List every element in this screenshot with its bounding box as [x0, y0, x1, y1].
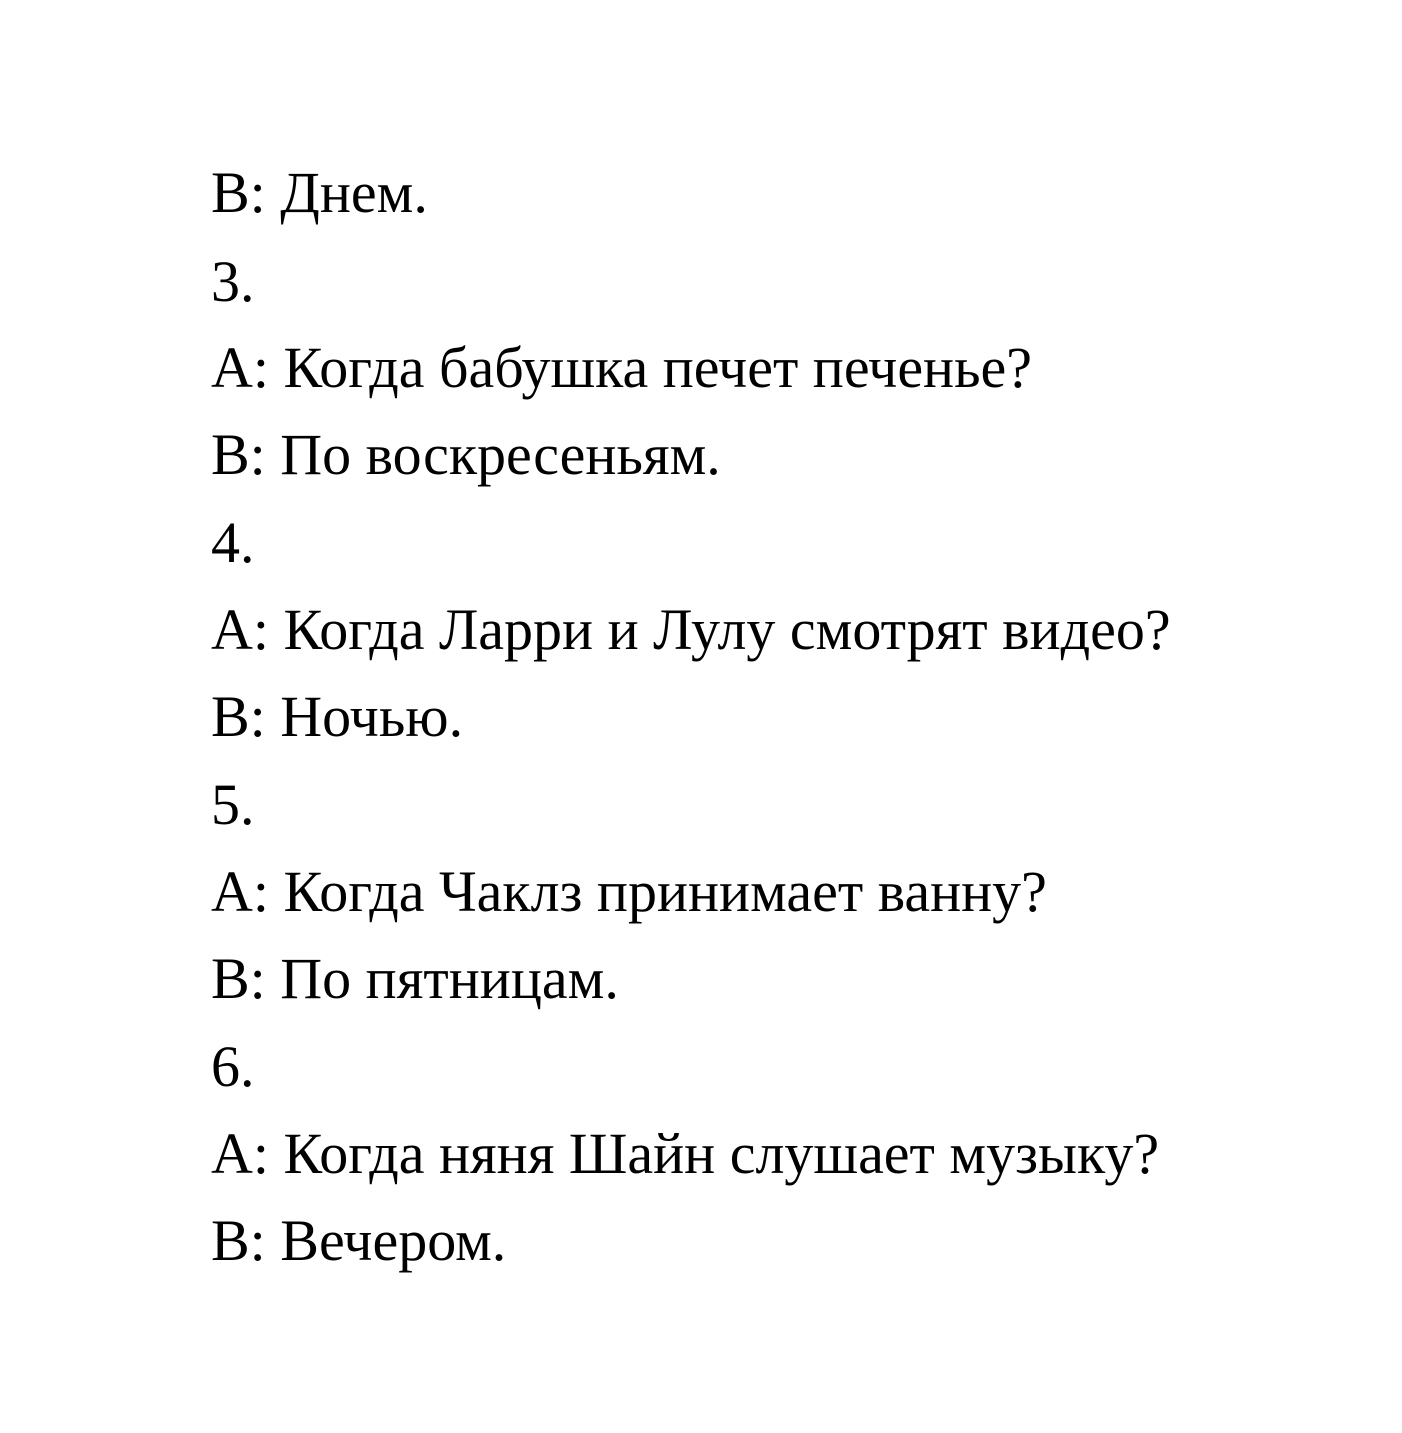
- item-number: 6.: [211, 1034, 255, 1099]
- question-line: A: Когда Чаклз принимает ванну?: [211, 859, 1047, 924]
- item-number: 5.: [211, 772, 255, 837]
- answer-line: B: Ночью.: [211, 684, 464, 749]
- answer-line: B: Вечером.: [211, 1208, 507, 1273]
- question-line: A: Когда Ларри и Лулу смотрят видео?: [211, 597, 1171, 662]
- answer-line: B: По воскресеньям.: [211, 422, 721, 487]
- document-body: [211, 0, 1361, 1433]
- question-line: A: Когда бабушка печет печенье?: [211, 335, 1033, 400]
- item-number: 4.: [211, 510, 255, 575]
- item-number: 3.: [211, 249, 255, 314]
- question-line: A: Когда няня Шайн слушает музыку?: [211, 1121, 1160, 1186]
- answer-line: B: По пятницам.: [211, 946, 619, 1011]
- answer-line: B: Днем.: [211, 160, 428, 225]
